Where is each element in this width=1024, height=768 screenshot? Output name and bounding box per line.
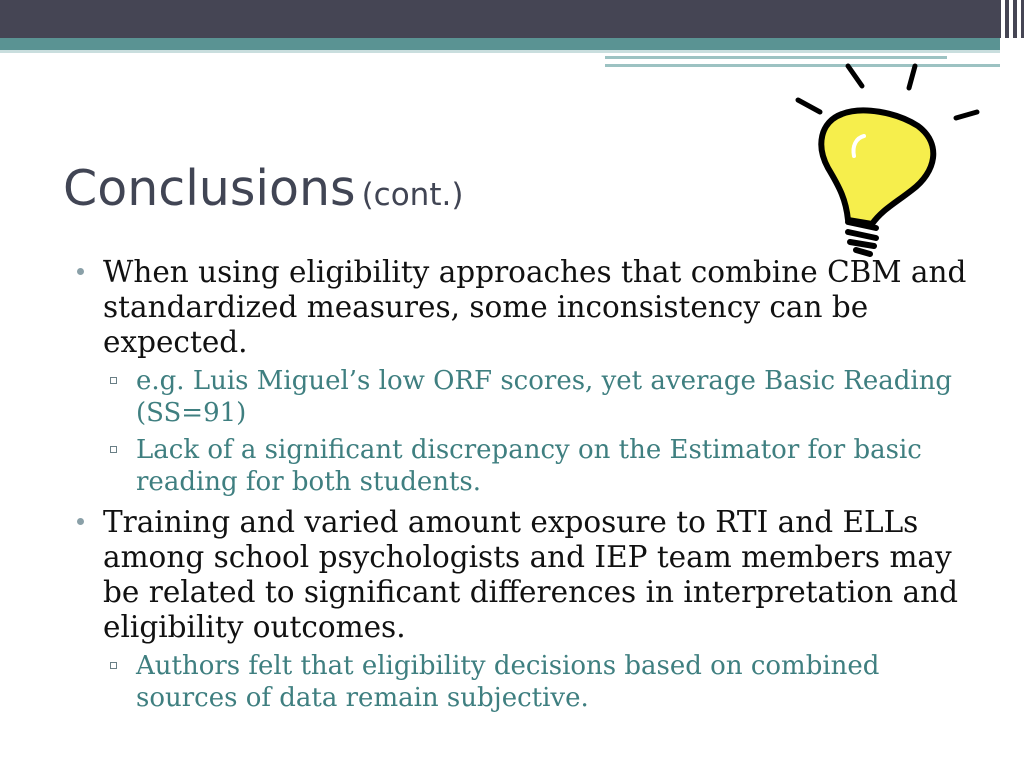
bullet-item: When using eligibility approaches that combine CBM and standardized measures, some inconsistency can be expected. (103, 255, 967, 359)
sub-bullet-item: Authors felt that eligibility decisions based on combined sources of data remain subjective. (136, 651, 880, 713)
sub-bullet-item: Lack of a significant discrepancy on the Estimator for basic reading for both students. (136, 435, 922, 497)
bullet-item: Training and varied amount exposure to RTI and ELLs among school psychologists and IEP team members may be related to significant differences in interpretation and eligibility outcomes. (103, 505, 959, 644)
title-suffix: (cont.) (361, 177, 464, 213)
dot-icon (77, 518, 84, 525)
square-bullet-icon (110, 377, 117, 384)
sub-bullet-item: e.g. Luis Miguel’s low ORF scores, yet average Basic Reading (SS=91) (136, 366, 953, 428)
square-bullet-icon (110, 446, 117, 453)
title-text: Conclusions (63, 160, 356, 217)
dot-icon (77, 268, 84, 275)
square-bullet-icon (110, 662, 117, 669)
